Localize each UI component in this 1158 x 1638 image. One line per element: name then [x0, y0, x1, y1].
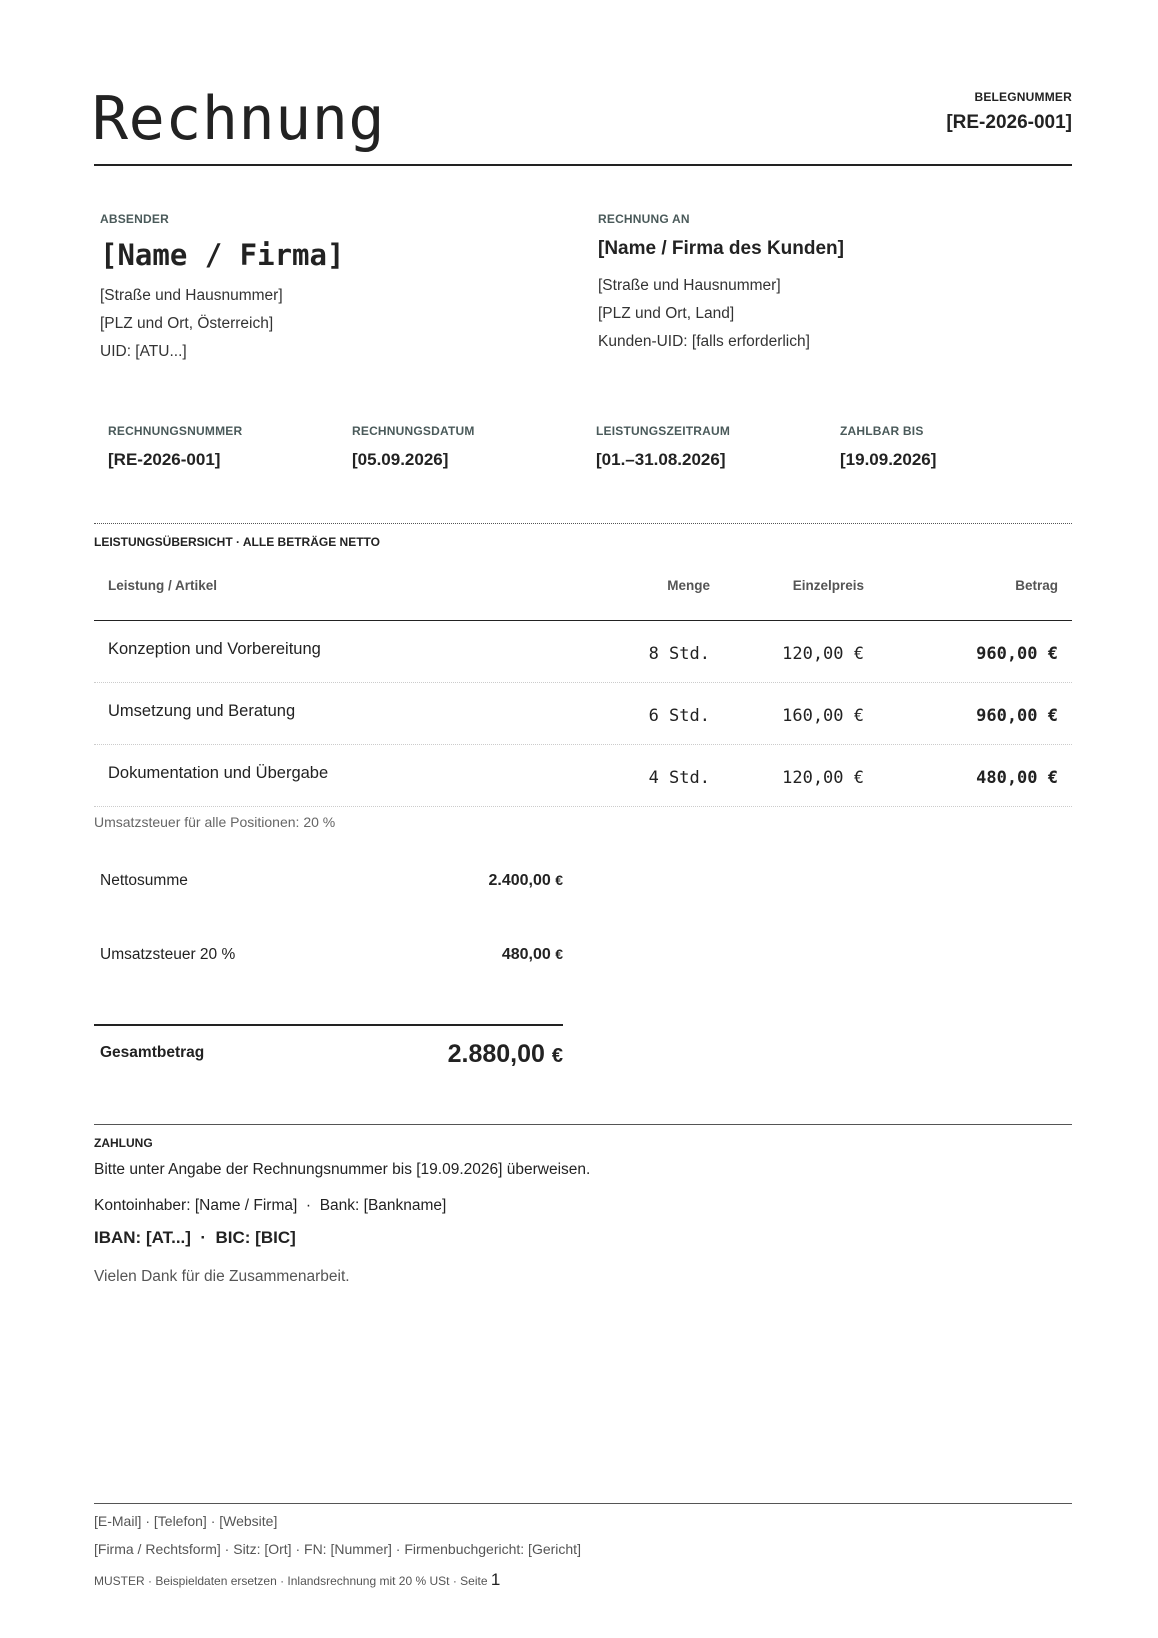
gross-total-value: 2.880,00 € [447, 1040, 563, 1068]
invoice-page [94, 0, 1072, 1638]
row-unit-price: 120,00 € [782, 768, 864, 788]
meta-label: LEISTUNGSZEITRAUM [596, 424, 731, 438]
row-amount: 960,00 € [976, 644, 1058, 664]
meta-value: [01.–31.08.2026] [596, 450, 726, 469]
footer-contact: [E-Mail] · [Telefon] · [Website] [94, 1513, 278, 1529]
recipient-label: RECHNUNG AN [598, 212, 690, 226]
vat-total-label: Umsatzsteuer 20 % [100, 946, 236, 963]
recipient-city: [PLZ und Ort, Land] [598, 305, 735, 322]
recipient-street: [Straße und Hausnummer] [598, 277, 781, 294]
net-total-label: Nettosumme [100, 872, 188, 889]
sender-block [100, 212, 344, 366]
items-section-heading: LEISTUNGSÜBERSICHT · ALLE BETRÄGE NETTO [94, 535, 381, 549]
sender-label: ABSENDER [100, 212, 169, 226]
document-number-block [946, 90, 1072, 134]
page-title: Rechnung [92, 84, 385, 154]
meta-invoice-date [352, 424, 475, 470]
meta-value: [RE-2026-001] [108, 450, 221, 469]
items-table [94, 562, 1072, 807]
row-item: Umsetzung und Beratung [108, 702, 296, 720]
row-item: Dokumentation und Übergabe [108, 764, 329, 782]
meta-due-date [840, 424, 936, 470]
payment-heading: ZAHLUNG [94, 1136, 153, 1150]
vat-total-value: 480,00 € [501, 946, 563, 963]
row-qty: 4 Std. [648, 768, 710, 788]
header-divider [94, 164, 1072, 166]
meta-label: RECHNUNGSDATUM [352, 424, 475, 438]
document-number-value: [RE-2026-001] [946, 112, 1072, 133]
document-number-label: BELEGNUMMER [974, 90, 1072, 104]
table-row [94, 621, 1072, 683]
net-total-value: 2.400,00 € [488, 872, 563, 889]
footer-divider [94, 1503, 1072, 1504]
recipient-name: [Name / Firma des Kunden] [598, 238, 844, 259]
payment-iban: IBAN: [AT...] · BIC: [BIC] [94, 1228, 296, 1247]
column-unit-price: Einzelpreis [792, 578, 864, 593]
payment-account: Kontoinhaber: [Name / Firma] · Bank: [Bankname] [94, 1197, 447, 1214]
table-row [94, 683, 1072, 745]
row-unit-price: 160,00 € [782, 706, 864, 726]
payment-divider [94, 1124, 1072, 1125]
row-qty: 8 Std. [648, 644, 710, 664]
meta-value: [19.09.2026] [840, 450, 937, 469]
recipient-uid: Kunden-UID: [falls erforderlich] [598, 333, 810, 350]
gross-total-label: Gesamtbetrag [100, 1044, 205, 1061]
row-item: Konzeption und Vorbereitung [108, 640, 321, 658]
payment-instruction: Bitte unter Angabe der Rechnungsnummer bis [19.09.2026] überweisen. [94, 1161, 591, 1178]
section-divider [94, 523, 1072, 524]
row-amount: 960,00 € [976, 706, 1058, 726]
recipient-block [598, 212, 844, 356]
sender-city: [PLZ und Ort, Österreich] [100, 315, 274, 332]
footer-legal: [Firma / Rechtsform] · Sitz: [Ort] · FN: [Nummer] · Firmenbuchgericht: [Gericht] [94, 1541, 581, 1557]
sender-street: [Straße und Hausnummer] [100, 287, 283, 304]
table-header [94, 562, 1072, 621]
meta-invoice-number [108, 424, 242, 470]
sender-uid: UID: [ATU...] [100, 343, 187, 360]
table-row [94, 745, 1072, 807]
column-qty: Menge [667, 578, 710, 593]
column-amount: Betrag [1015, 578, 1058, 593]
meta-label: RECHNUNGSNUMMER [108, 424, 243, 438]
meta-value: [05.09.2026] [352, 450, 449, 469]
row-qty: 6 Std. [648, 706, 710, 726]
meta-label: ZAHLBAR BIS [840, 424, 924, 438]
page-number: 1 [490, 1570, 501, 1589]
row-unit-price: 120,00 € [782, 644, 864, 664]
footer-note: MUSTER · Beispieldaten ersetzen · Inlandsrechnung mit 20 % USt · Seite 1 [94, 1570, 501, 1589]
totals-divider [94, 1024, 563, 1026]
sender-name: [Name / Firma] [100, 238, 345, 272]
meta-service-period [596, 424, 730, 470]
vat-note: Umsatzsteuer für alle Positionen: 20 % [94, 814, 336, 830]
row-amount: 480,00 € [976, 768, 1058, 788]
column-item: Leistung / Artikel [108, 578, 218, 593]
thanks-note: Vielen Dank für die Zusammenarbeit. [94, 1268, 350, 1285]
